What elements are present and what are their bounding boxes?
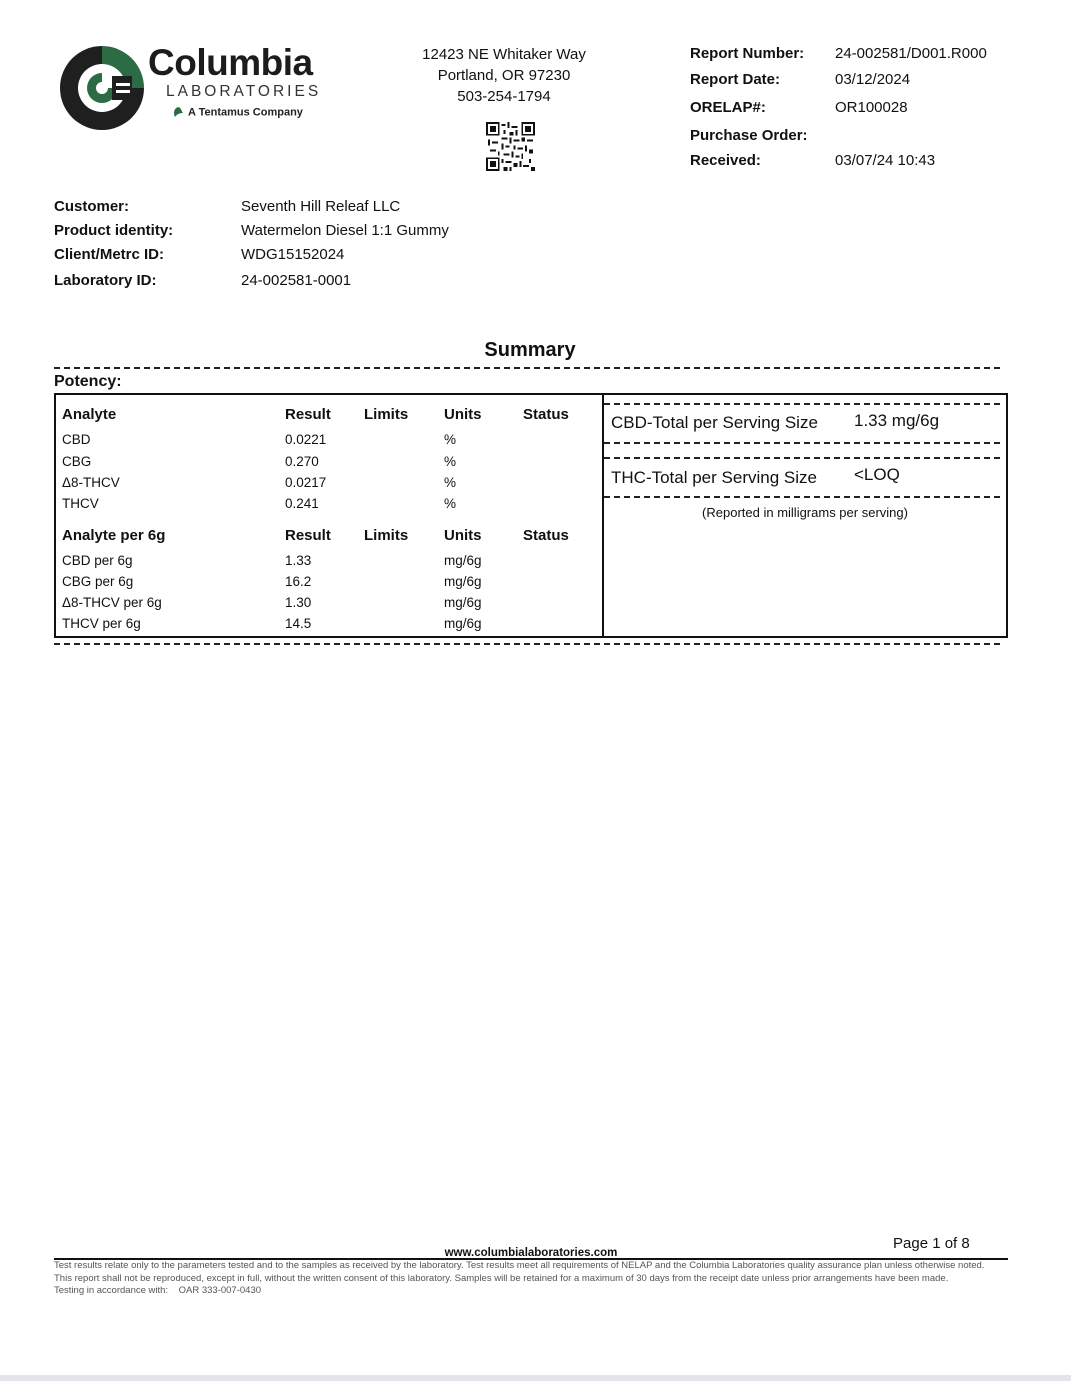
analyte-name: Δ8-THCV per 6g <box>62 595 162 610</box>
analyte-result: 16.2 <box>285 574 312 589</box>
analyte-units: mg/6g <box>444 574 482 589</box>
analyte-name: THCV per 6g <box>62 616 141 631</box>
table1-header-result: Result <box>285 406 331 423</box>
serving-dashed-divider <box>604 442 1000 444</box>
analyte-units: mg/6g <box>444 616 482 631</box>
thc-serving-value: <LOQ <box>854 465 900 484</box>
client-metrc-id-value: WDG15152024 <box>241 246 345 263</box>
orelap-value: OR100028 <box>835 99 908 116</box>
logo-name: Columbia <box>148 42 313 83</box>
analyte-name: THCV <box>62 496 99 511</box>
testing-line <box>54 1285 1004 1298</box>
analyte-name: CBD <box>62 432 91 447</box>
customer-label: Customer: <box>54 198 130 215</box>
lab-address <box>400 44 608 107</box>
results-bottom-dashed-divider <box>54 643 1000 645</box>
thc-serving-label: THC-Total per Serving Size <box>611 468 817 487</box>
potency-label: Potency: <box>54 373 122 390</box>
analyte-units: % <box>444 432 457 447</box>
logo-tagline-text: A Tentamus Company <box>188 106 303 119</box>
analyte-name: CBG per 6g <box>62 574 134 589</box>
analyte-name: CBD per 6g <box>62 553 133 568</box>
table2-header-result: Result <box>285 527 331 544</box>
table2-header-analyte: Analyte per 6g <box>62 527 166 544</box>
footer-disclaimer <box>54 1260 1004 1298</box>
analyte-result: 1.30 <box>285 595 312 610</box>
purchase-order-label: Purchase Order: <box>690 127 808 144</box>
disclaimer-text: Test results relate only to the parameters tested and to the samples as received by the laboratory. Test results meet all requirements of NELAP and the Columbia Laboratories quality assurance plan unless otherwise noted. This report shall not be reproduced, except in full, without the written consent of this laboratory. Samples will be retained for a maximum of 30 days from the receipt date unless prior arrangements have been made. <box>54 1260 985 1284</box>
analyte-result: 1.33 <box>285 553 312 568</box>
analyte-units: % <box>444 475 457 490</box>
testing-value: OAR 333-007-0430 <box>178 1285 262 1296</box>
product-identity-label: Product identity: <box>54 222 174 239</box>
laboratory-id-label: Laboratory ID: <box>54 272 157 289</box>
client-metrc-id-label: Client/Metrc ID: <box>54 246 165 263</box>
analyte-result: 14.5 <box>285 616 312 631</box>
table1-header-analyte: Analyte <box>62 406 117 423</box>
table1-header-limits: Limits <box>364 406 409 423</box>
serving-dashed-divider <box>604 496 1000 498</box>
laboratory-id-value: 24-002581-0001 <box>241 272 352 289</box>
report-number-value: 24-002581/D001.R000 <box>835 45 987 62</box>
company-logo <box>56 40 346 140</box>
analyte-result: 0.0221 <box>285 432 327 447</box>
address-street: 12423 NE Whitaker Way <box>422 46 586 63</box>
table2-header-limits: Limits <box>364 527 409 544</box>
orelap-label: ORELAP#: <box>690 99 766 116</box>
cbd-serving-value: 1.33 mg/6g <box>854 411 940 430</box>
analyte-units: % <box>444 454 457 469</box>
product-identity-value: Watermelon Diesel 1:1 Gummy <box>241 222 449 239</box>
received-value: 03/07/24 10:43 <box>835 152 936 169</box>
report-date-label: Report Date: <box>690 71 781 88</box>
table1-header-units: Units <box>444 406 482 423</box>
analyte-result: 0.241 <box>285 496 319 511</box>
report-number-label: Report Number: <box>690 45 805 62</box>
table2-header-units: Units <box>444 527 482 544</box>
customer-value: Seventh Hill Releaf LLC <box>241 198 401 215</box>
serving-dashed-divider <box>604 403 1000 405</box>
qr-code-icon <box>486 122 535 171</box>
analyte-name: CBG <box>62 454 92 469</box>
cbd-serving-label: CBD-Total per Serving Size <box>611 413 818 432</box>
page-number: Page 1 of 8 <box>893 1235 970 1252</box>
address-phone: 503-254-1794 <box>457 88 551 105</box>
serving-note: (Reported in milligrams per serving) <box>702 505 908 520</box>
received-label: Received: <box>690 152 761 169</box>
address-city: Portland, OR 97230 <box>437 67 571 84</box>
website-link[interactable]: www.columbialaboratories.com <box>444 1247 618 1259</box>
table2-header-status: Status <box>523 527 569 544</box>
analyte-units: % <box>444 496 457 511</box>
summary-dashed-divider <box>54 367 1000 369</box>
tentamus-leaf-icon <box>172 106 185 119</box>
table1-header-status: Status <box>523 406 569 423</box>
logo-tagline <box>172 106 303 119</box>
analyte-units: mg/6g <box>444 553 482 568</box>
logo-subtitle: LABORATORIES <box>166 83 322 100</box>
testing-label: Testing in accordance with: <box>54 1285 169 1296</box>
serving-dashed-divider <box>604 457 1000 459</box>
columbia-logo-icon <box>56 42 148 134</box>
analyte-result: 0.0217 <box>285 475 327 490</box>
analyte-result: 0.270 <box>285 454 319 469</box>
report-date-value: 03/12/2024 <box>835 71 911 88</box>
analyte-units: mg/6g <box>444 595 482 610</box>
summary-title: Summary <box>484 339 576 361</box>
bottom-edge-strip <box>0 1375 1071 1381</box>
analyte-name: Δ8-THCV <box>62 475 120 490</box>
